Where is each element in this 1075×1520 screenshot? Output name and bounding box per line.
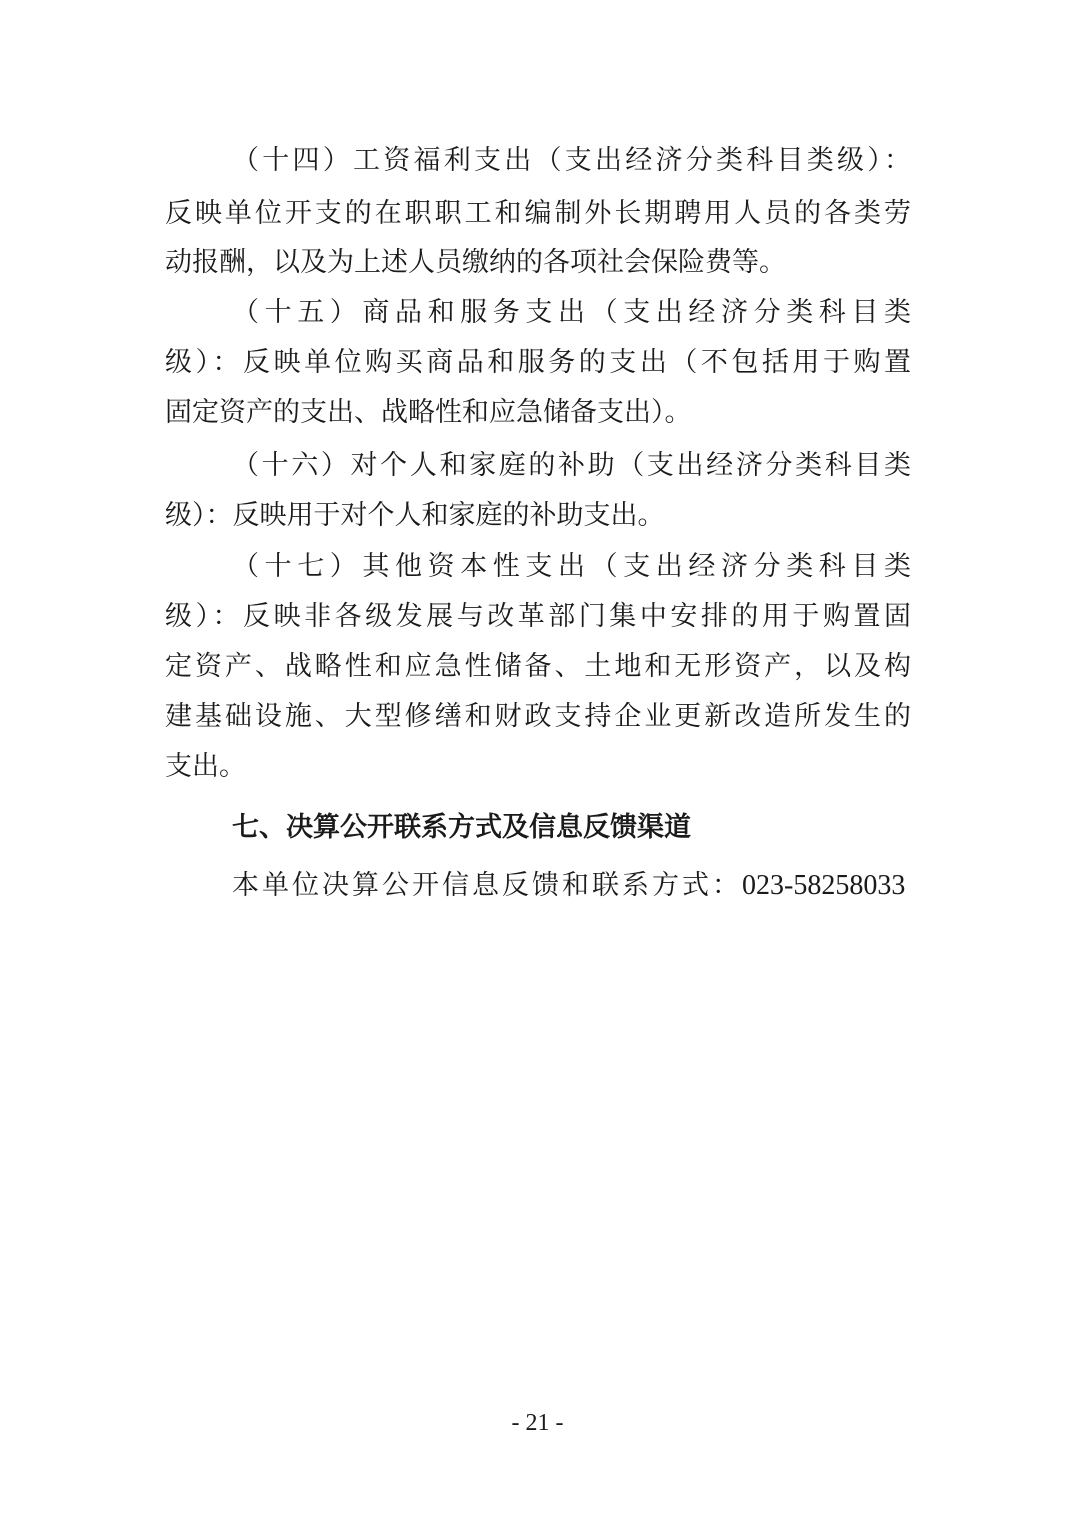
paragraph-15-line-2: 级）：反映单位购买商品和服务的支出（不包括用于购置 <box>165 347 911 378</box>
paragraph-15-line-3: 固定资产的支出、战略性和应急储备支出）。 <box>165 397 692 428</box>
paragraph-16-line-2: 级）：反映用于对个人和家庭的补助支出。 <box>165 500 665 531</box>
contact-line <box>232 866 905 906</box>
contact-phone: 023-58258033 <box>742 870 906 901</box>
paragraph-14-line-1: （十四）工资福利支出（支出经济分类科目类级）： <box>232 145 911 176</box>
paragraph-17-line-4: 建基础设施、大型修缮和财政支持企业更新改造所发生的 <box>165 701 911 732</box>
paragraph-15-line-1: （十五）商品和服务支出（支出经济分类科目类 <box>232 297 911 328</box>
section-heading: 七、决算公开联系方式及信息反馈渠道 <box>232 812 691 843</box>
paragraph-17-line-3: 定资产、战略性和应急性储备、土地和无形资产，以及构 <box>165 651 911 682</box>
contact-label: 本单位决算公开信息反馈和联系方式： <box>232 870 742 901</box>
paragraph-17-line-2: 级）：反映非各级发展与改革部门集中安排的用于购置固 <box>165 601 911 632</box>
paragraph-14-line-3: 动报酬，以及为上述人员缴纳的各项社会保险费等。 <box>165 247 786 278</box>
paragraph-16-line-1: （十六）对个人和家庭的补助（支出经济分类科目类 <box>232 450 911 481</box>
paragraph-17-line-1: （十七）其他资本性支出（支出经济分类科目类 <box>232 551 911 582</box>
page-number: - 21 - <box>511 1410 564 1436</box>
paragraph-14-line-2: 反映单位开支的在职职工和编制外长期聘用人员的各类劳 <box>165 198 911 229</box>
paragraph-17-line-5: 支出。 <box>165 751 246 782</box>
